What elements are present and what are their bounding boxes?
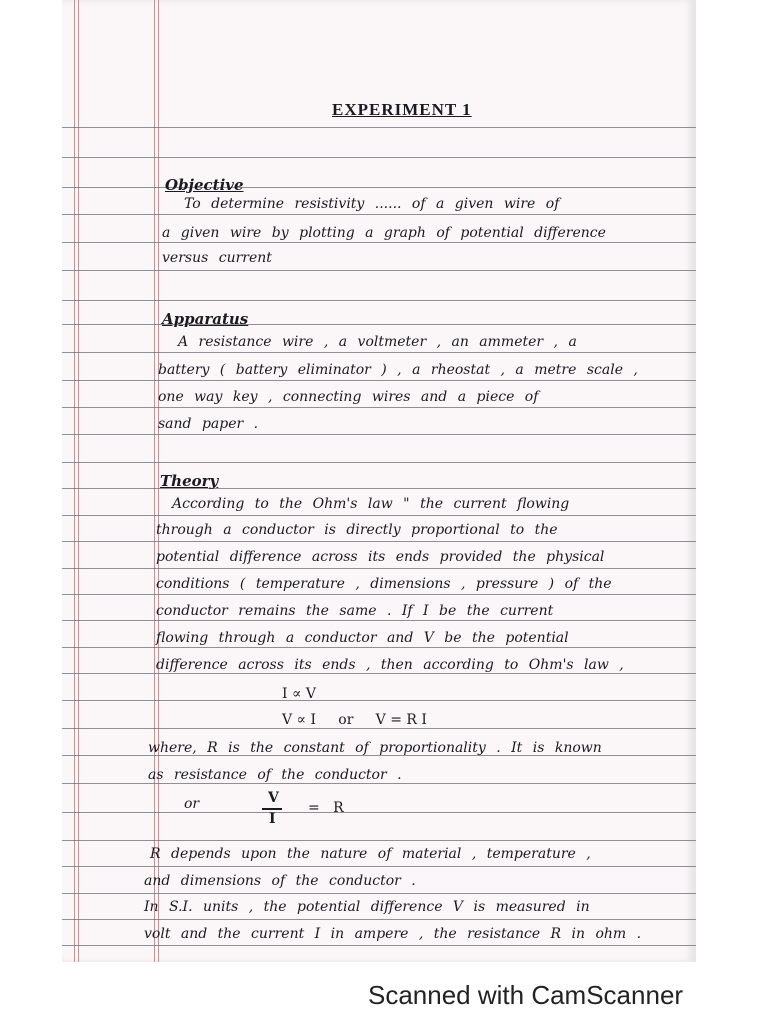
ruled-line (62, 700, 696, 701)
ruled-line (62, 893, 696, 894)
theory-line: flowing through a conductor and V be the potential (156, 630, 569, 646)
ruled-line (62, 945, 696, 946)
ruled-line (62, 620, 696, 621)
ruled-line (62, 783, 696, 784)
ruled-line (62, 812, 696, 813)
apparatus-line: sand paper . (158, 416, 259, 432)
ruled-line (62, 594, 696, 595)
objective-heading: Objective (165, 176, 244, 194)
ruled-line (62, 434, 696, 435)
ruled-line (62, 270, 696, 271)
margin-line (158, 0, 159, 962)
ruled-line (62, 242, 696, 243)
ruled-line (62, 647, 696, 648)
ruled-line (62, 541, 696, 542)
theory-line: through a conductor is directly proportional to the (156, 522, 558, 538)
ruled-line (62, 488, 696, 489)
apparatus-line: battery ( battery eliminator ) , a rheostat , a metre scale , (158, 362, 638, 378)
scanner-watermark: Scanned with CamScanner (368, 980, 684, 1010)
theory-line: and dimensions of the conductor . (144, 873, 416, 889)
ruled-line (62, 840, 696, 841)
objective-line: To determine resistivity ...... of a given wire of (184, 196, 560, 212)
ruled-line (62, 728, 696, 729)
theory-line: potential difference across its ends provided the physical (156, 549, 605, 565)
theory-line: difference across its ends , then according to Ohm's law , (156, 657, 624, 673)
ruled-line (62, 380, 696, 381)
objective-line: versus current (162, 250, 272, 266)
equation-ohms-law: V ∝ I or V = R I (282, 712, 427, 728)
notebook-page (62, 0, 696, 962)
page-title: EXPERIMENT 1 (332, 100, 472, 119)
ruled-line (62, 407, 696, 408)
fraction-rhs: = R (308, 800, 344, 816)
ruled-line (62, 568, 696, 569)
ruled-line (62, 919, 696, 920)
margin-line (154, 0, 155, 962)
ruled-line (62, 352, 696, 353)
apparatus-line: A resistance wire , a voltmeter , an ammeter , a (178, 334, 577, 350)
fraction-numerator: V (268, 790, 279, 806)
theory-line: R depends upon the nature of material , temperature , (150, 846, 591, 862)
objective-line: a given wire by plotting a graph of potential difference (162, 225, 606, 241)
theory-line: conditions ( temperature , dimensions , pressure ) of the (156, 576, 612, 592)
apparatus-heading: Apparatus (162, 310, 249, 328)
theory-line: where, R is the constant of proportionality . It is known (148, 740, 602, 756)
theory-heading: Theory (160, 472, 219, 490)
ruled-line (62, 300, 696, 301)
equation-proportional: I ∝ V (282, 686, 317, 702)
fraction-denominator: I (269, 811, 276, 827)
theory-line: volt and the current I in ampere , the resistance R in ohm . (144, 926, 642, 942)
ruled-line (62, 187, 696, 188)
ruled-line (62, 127, 696, 128)
theory-line: According to the Ohm's law " the current flowing (172, 496, 570, 512)
ruled-line (62, 462, 696, 463)
apparatus-line: one way key , connecting wires and a piece of (158, 389, 539, 405)
theory-line: as resistance of the conductor . (148, 767, 402, 783)
theory-line: conductor remains the same . If I be the current (156, 603, 554, 619)
fraction-bar (262, 808, 282, 810)
or-label: or (184, 796, 200, 812)
margin-line (78, 0, 79, 962)
ruled-line (62, 673, 696, 674)
ruled-line (62, 324, 696, 325)
ruled-line (62, 157, 696, 158)
margin-line (74, 0, 75, 962)
theory-line: In S.I. units , the potential difference V is measured in (144, 899, 590, 915)
ruled-line (62, 866, 696, 867)
ruled-line (62, 214, 696, 215)
ruled-line (62, 515, 696, 516)
